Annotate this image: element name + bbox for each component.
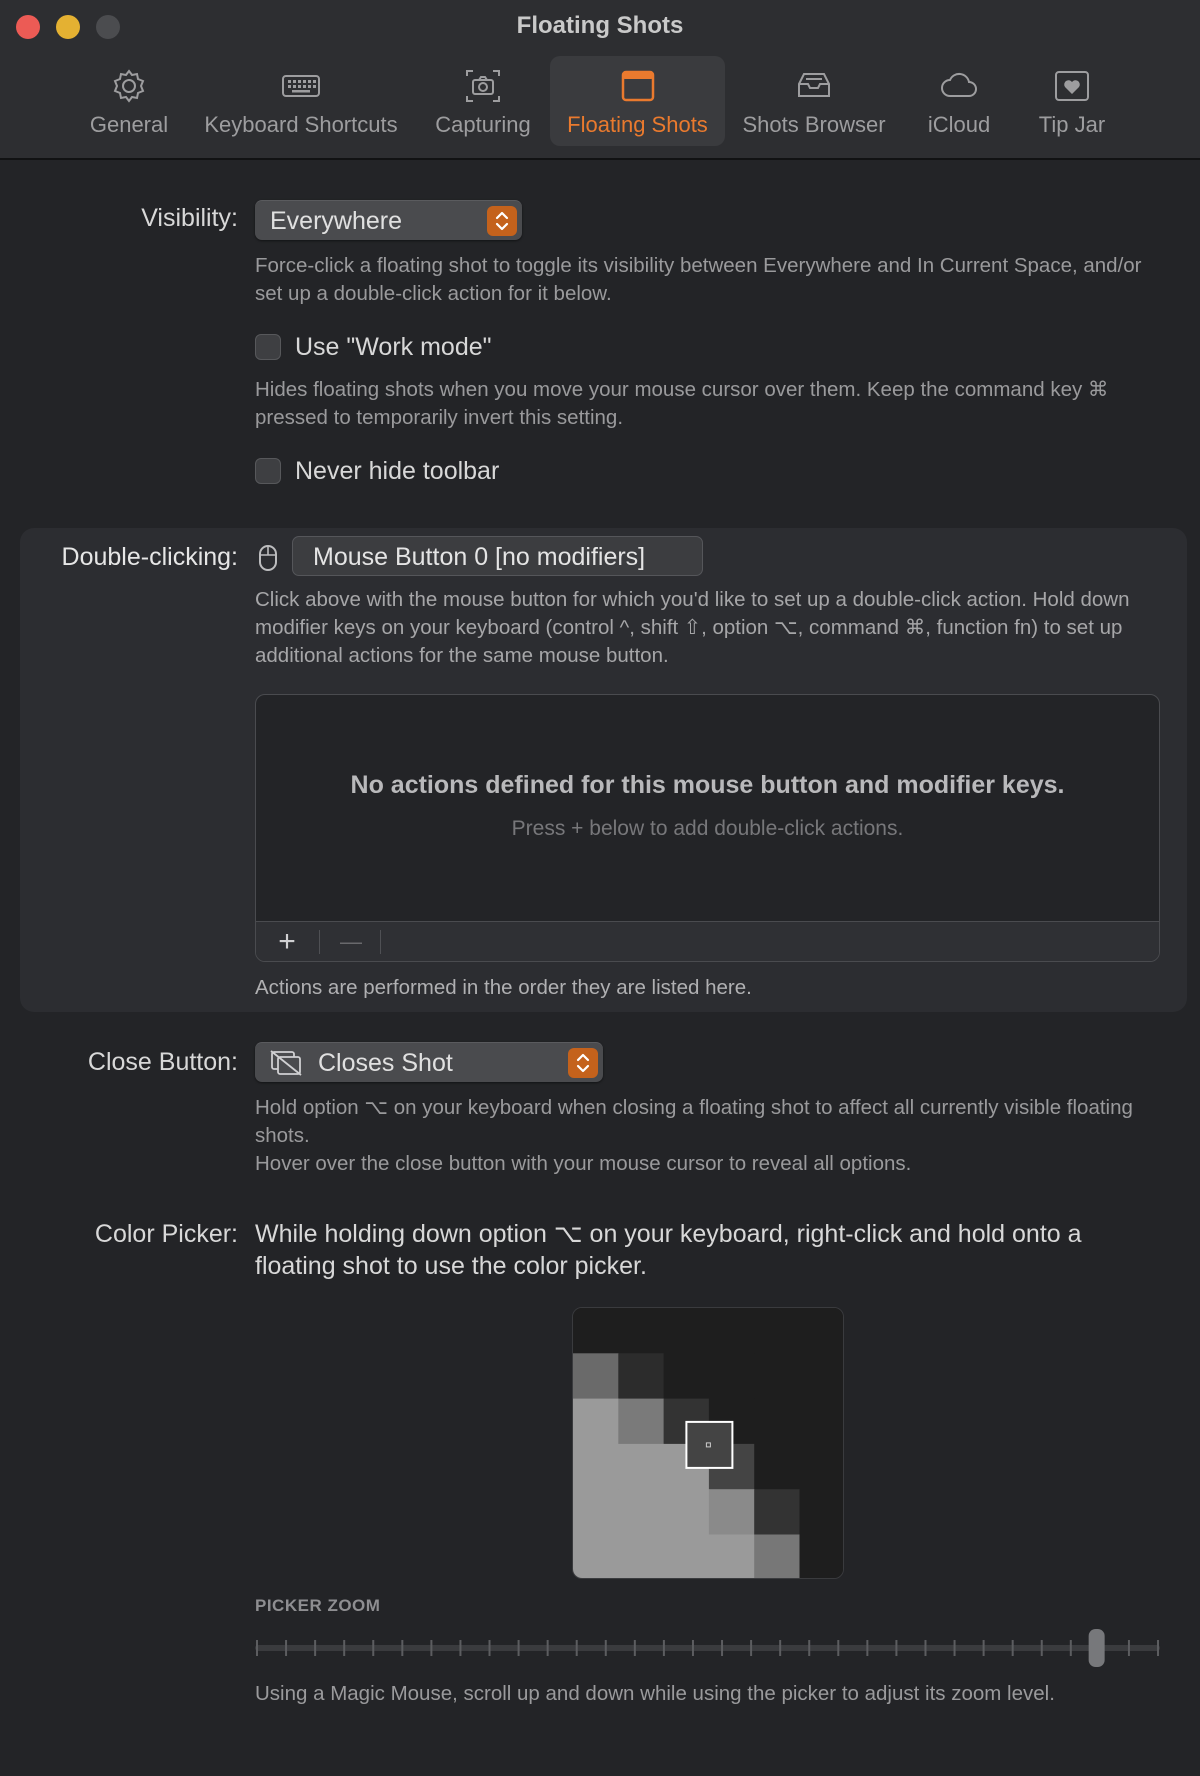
- preferences-toolbar: [0, 56, 1200, 146]
- tab-tip-jar[interactable]: [1030, 56, 1114, 146]
- chevron-up-down-icon: [487, 206, 517, 236]
- picker-pixel: [664, 1308, 710, 1354]
- picker-pixel: [618, 1535, 664, 1580]
- tab-label: Shots Browser: [742, 112, 886, 137]
- tab-label: iCloud: [927, 112, 991, 137]
- picker-pixel: [573, 1535, 619, 1580]
- color-picker-description: While holding down option ⌥ on your keyboard, right-click and hold onto a floating shot to use the color picker.: [255, 1220, 1082, 1280]
- picker-pixel: [800, 1535, 845, 1580]
- footer-divider: [380, 930, 381, 954]
- never-hide-toolbar-label[interactable]: Never hide toolbar: [295, 457, 500, 485]
- picker-pixel: [800, 1489, 845, 1535]
- picker-pixel: [754, 1489, 800, 1535]
- picker-zoom-label: PICKER ZOOM: [255, 1596, 381, 1615]
- close-button-description: Hold option ⌥ on your keyboard when closing a floating shot to affect all currently visible floating shots. Hover over the close button with your mouse cursor to reveal all options.: [255, 1096, 1133, 1175]
- work-mode-description: Hides floating shots when you move your mouse cursor over them. Keep the command key ⌘ pressed to temporarily invert this setting.: [255, 378, 1109, 429]
- picker-pixel: [800, 1353, 845, 1399]
- picker-pixel: [800, 1399, 845, 1445]
- tab-label: Keyboard Shortcuts: [204, 112, 398, 137]
- gear-icon: [109, 66, 149, 106]
- picker-pixel: [618, 1489, 664, 1535]
- mouse-button-selector[interactable]: [292, 536, 703, 576]
- add-action-button[interactable]: +: [278, 925, 296, 958]
- actions-list[interactable]: [255, 694, 1160, 962]
- picker-pixel: [800, 1308, 845, 1354]
- picker-pixel: [754, 1399, 800, 1445]
- picker-pixel: [573, 1399, 619, 1445]
- tab-shots-browser[interactable]: [734, 56, 894, 146]
- picker-pixel: [709, 1353, 755, 1399]
- picker-pixel: [618, 1444, 664, 1490]
- slider-rail[interactable]: [255, 1645, 1160, 1651]
- picker-pixel: [754, 1535, 800, 1580]
- mouse-icon: [258, 544, 278, 572]
- keyboard-icon: [281, 66, 321, 106]
- close-button-label: Close Button:: [87, 1048, 238, 1076]
- close-button-value: Closes Shot: [318, 1049, 453, 1077]
- actions-footer: [256, 921, 1159, 961]
- mouse-button-value: Mouse Button 0 [no modifiers]: [313, 543, 646, 571]
- picker-pixel: [664, 1535, 710, 1580]
- title-bar: [0, 0, 1200, 160]
- work-mode-checkbox[interactable]: [255, 334, 281, 360]
- picker-pixel: [573, 1353, 619, 1399]
- magnified-pixel-grid: [573, 1308, 844, 1579]
- color-picker-preview: [572, 1307, 844, 1579]
- picker-pixel: [618, 1399, 664, 1445]
- picker-pixel: [573, 1489, 619, 1535]
- work-mode-label[interactable]: Use "Work mode": [295, 333, 492, 361]
- picker-pixel: [664, 1353, 710, 1399]
- empty-state-title: No actions defined for this mouse button and modifier keys.: [350, 771, 1065, 799]
- empty-state-subtitle: Press + below to add double-click actions.: [511, 817, 904, 840]
- window-title: Floating Shots: [516, 12, 684, 39]
- close-windows-icon: [269, 1049, 303, 1077]
- heart-icon: [1052, 66, 1092, 106]
- double-clicking-label: Double-clicking:: [61, 543, 238, 571]
- slider-knob[interactable]: [1089, 1629, 1105, 1667]
- close-button-popup[interactable]: [255, 1042, 603, 1082]
- picker-pixel: [618, 1308, 664, 1354]
- tab-label: Floating Shots: [567, 112, 708, 137]
- tab-keyboard-shortcuts[interactable]: [194, 56, 408, 146]
- chevron-up-down-icon: [568, 1048, 598, 1078]
- picker-pixel: [618, 1353, 664, 1399]
- remove-action-button[interactable]: —: [340, 929, 362, 954]
- tab-floating-shots[interactable]: [550, 56, 725, 146]
- picker-pixel: [754, 1308, 800, 1354]
- tab-label: Tip Jar: [1038, 112, 1106, 137]
- picker-zoom-description: Using a Magic Mouse, scroll up and down while using the picker to adjust its zoom level.: [255, 1682, 1055, 1705]
- picker-pixel: [800, 1444, 845, 1490]
- camera-icon: [463, 66, 503, 106]
- picker-pixel: [754, 1444, 800, 1490]
- slider-track: [255, 1628, 1160, 1668]
- tab-general[interactable]: [80, 56, 178, 146]
- tab-label: Capturing: [435, 112, 531, 137]
- picker-pixel: [573, 1308, 619, 1354]
- picker-pixel: [754, 1353, 800, 1399]
- tab-icloud[interactable]: [918, 56, 1000, 146]
- picker-pixel: [709, 1308, 755, 1354]
- color-picker-label: Color Picker:: [94, 1220, 238, 1248]
- picker-selection-square: [686, 1422, 732, 1468]
- never-hide-toolbar-checkbox[interactable]: [255, 458, 281, 484]
- visibility-popup[interactable]: [255, 200, 522, 240]
- visibility-value: Everywhere: [270, 207, 402, 235]
- picker-pixel: [709, 1535, 755, 1580]
- visibility-label: Visibility:: [141, 204, 238, 232]
- double-click-description: Click above with the mouse button for which you'd like to set up a double-click action. Hold down modifier keys on your keyboard (control ^, shift ⇧, option ⌥, command ⌘, function fn) to set up additional actions for the same mouse button.: [255, 588, 1130, 667]
- tab-capturing[interactable]: [428, 56, 538, 146]
- visibility-description: Force-click a floating shot to toggle its visibility between Everywhere and In Current Space, and/or set up a double-click action for it below.: [255, 254, 1142, 305]
- window-icon: [618, 66, 658, 106]
- picker-zoom-slider[interactable]: [255, 1628, 1160, 1668]
- actions-order-note: Actions are performed in the order they are listed here.: [255, 976, 752, 999]
- tray-icon: [794, 66, 834, 106]
- tab-label: General: [89, 112, 169, 137]
- picker-pixel: [664, 1489, 710, 1535]
- cloud-icon: [939, 66, 979, 106]
- picker-pixel: [573, 1444, 619, 1490]
- picker-pixel: [709, 1489, 755, 1535]
